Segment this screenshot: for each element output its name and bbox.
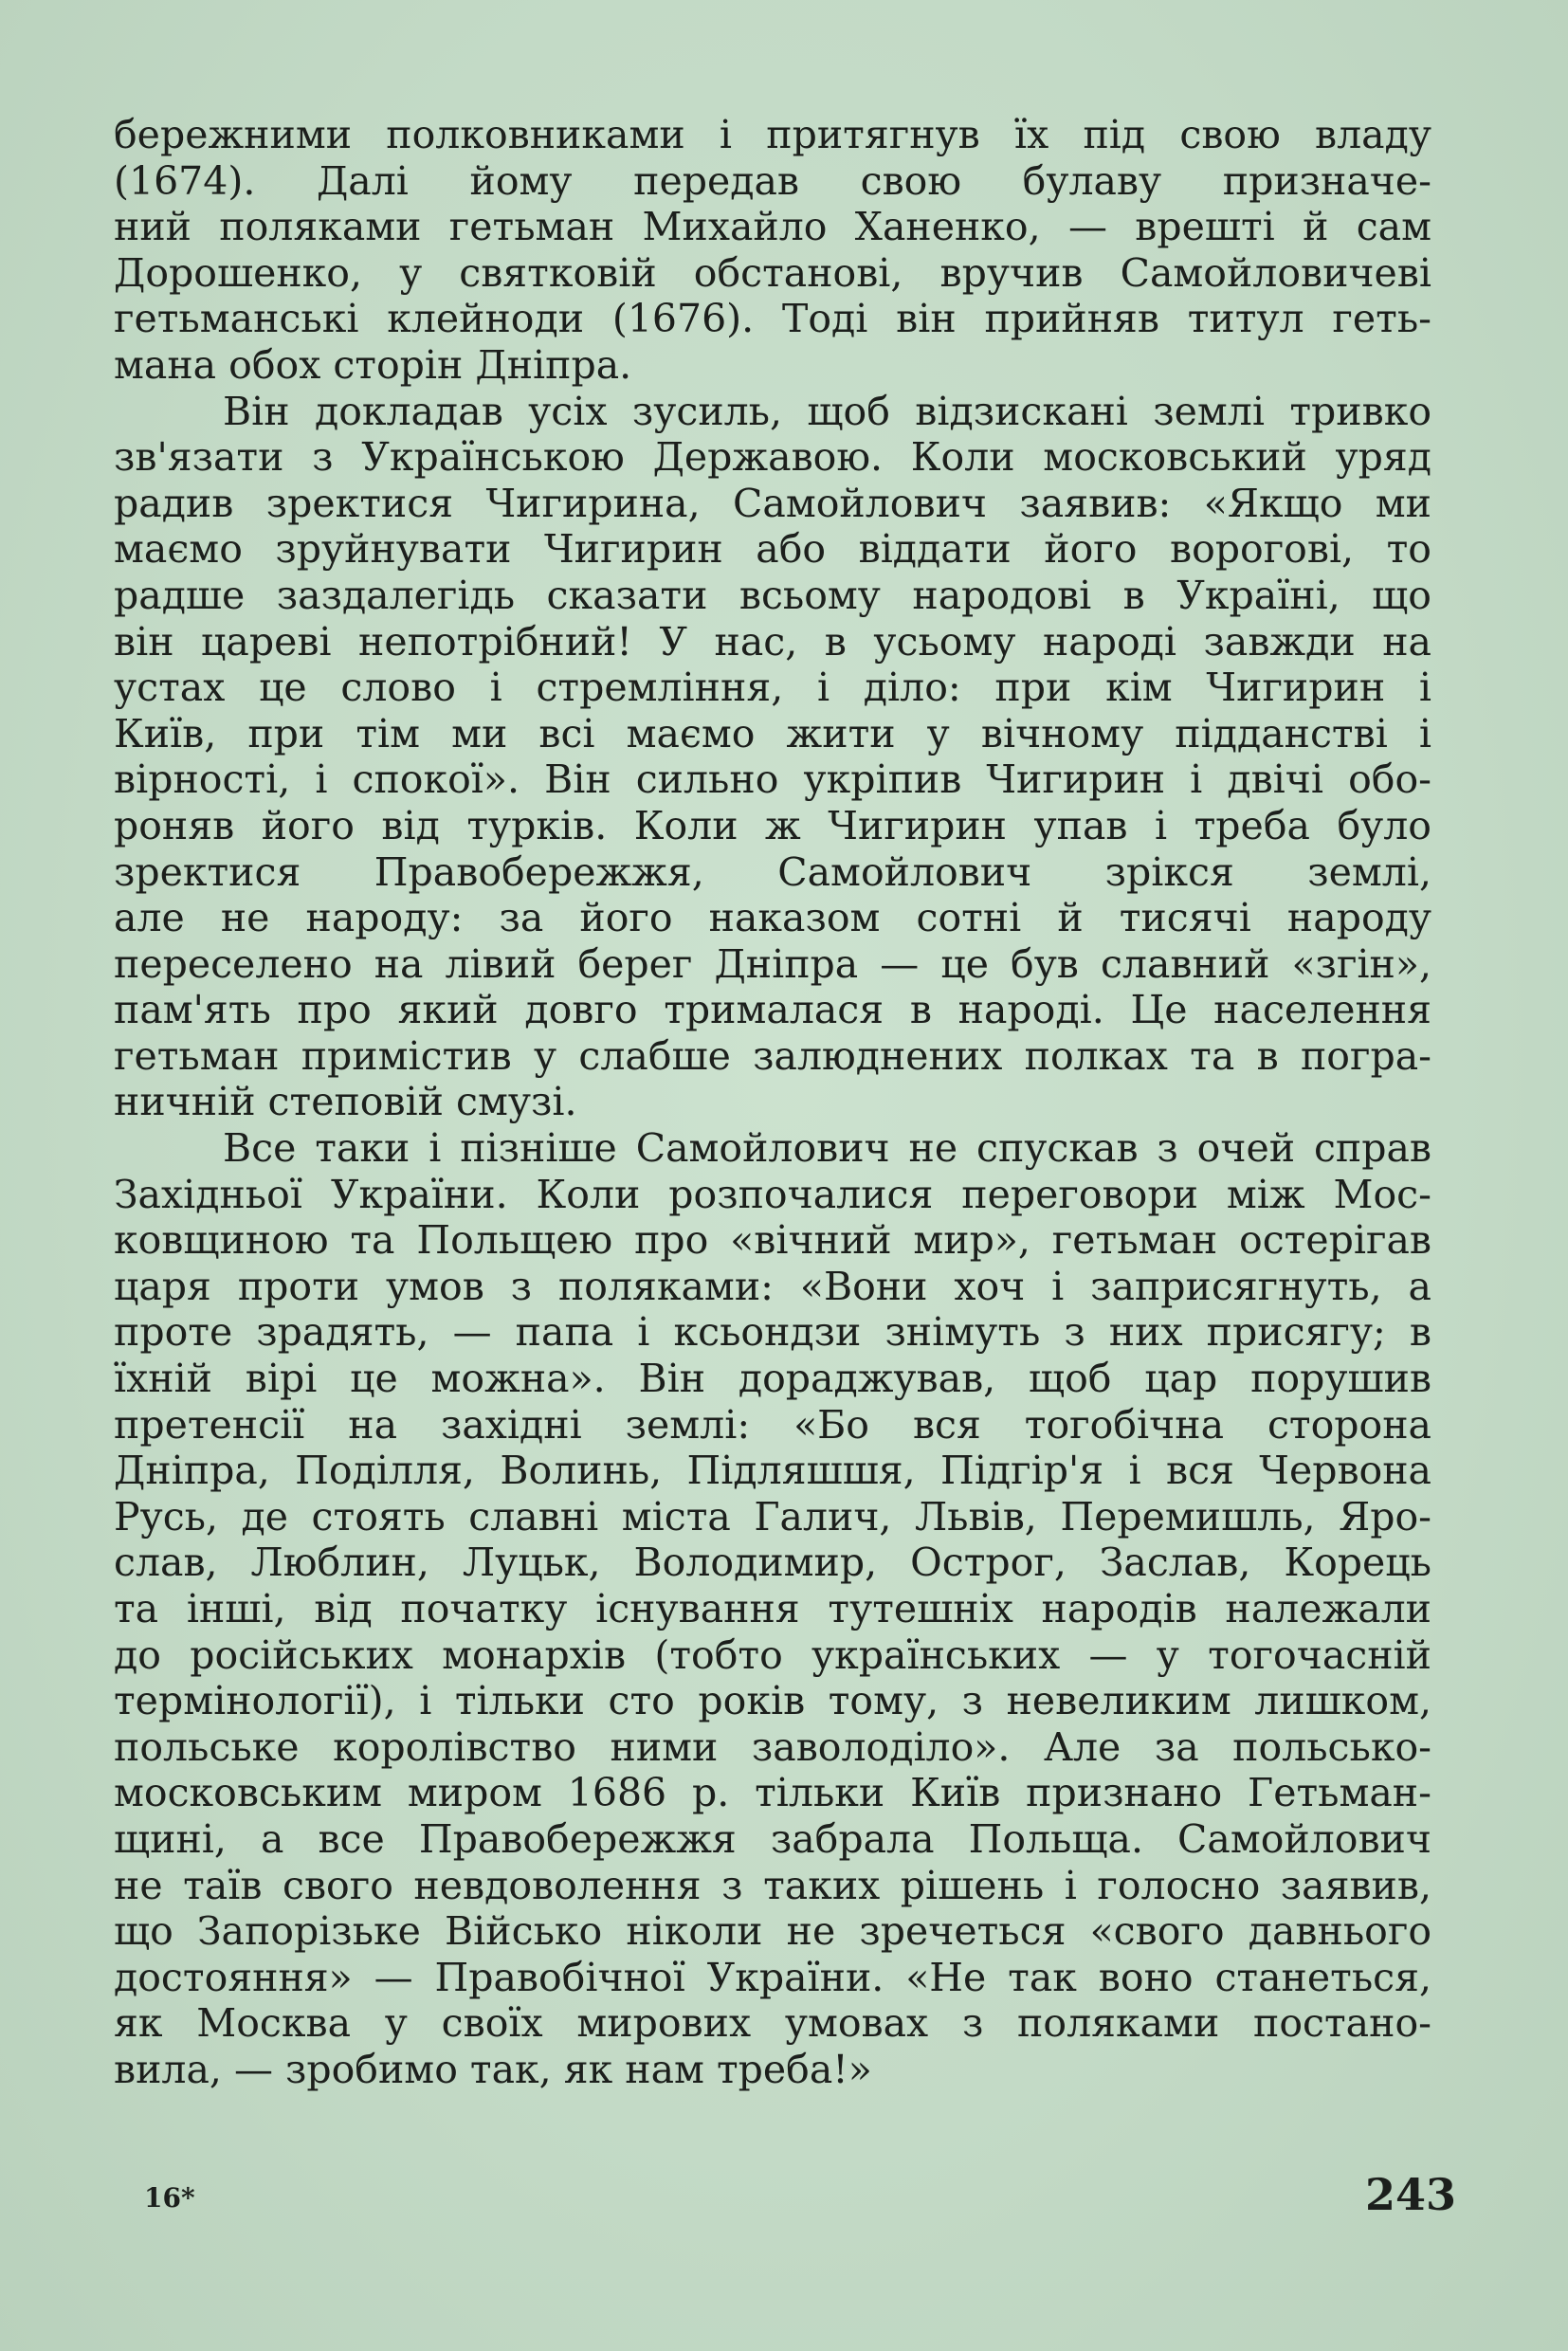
paragraph bbox=[114, 1125, 1431, 2092]
text-line: Київ, при тім ми всі маємо жити у вічному підданстві і bbox=[114, 710, 1431, 756]
text-line: Дорошенко, у святковій обстанові, вручив Самойловичеві bbox=[114, 249, 1431, 296]
text-line: зв'язати з Українською Державою. Коли московський уряд bbox=[114, 434, 1431, 481]
text-line: Русь, де стоять славні міста Галич, Львів, Перемишль, Яро- bbox=[114, 1493, 1431, 1540]
text-line: вірності, і спокої». Він сильно укріпив Чигирин і двічі обо- bbox=[114, 756, 1431, 803]
text-line: гетьман примістив у слабше залюднених полках та в погра- bbox=[114, 1032, 1431, 1079]
text-line: ковщиною та Польщею про «вічний мир», гетьман остерігав bbox=[114, 1217, 1431, 1264]
text-line: слав, Люблин, Луцьк, Володимир, Острог, Заслав, Корець bbox=[114, 1540, 1431, 1586]
text-line: радше заздалегідь сказати всьому народові в Україні, що bbox=[114, 572, 1431, 618]
text-line: мана обох сторін Дніпра. bbox=[114, 341, 632, 388]
text-line: ничній степовій смузі. bbox=[114, 1079, 577, 1125]
text-line: радив зректися Чигирина, Самойлович заявив: «Якщо ми bbox=[114, 480, 1431, 526]
text-line: не таїв свого невдоволення з таких рішень і голосно заявив, bbox=[114, 1862, 1431, 1908]
text-line: маємо зруйнувати Чигирин або віддати його ворогові, то bbox=[114, 526, 1431, 573]
text-line: що Запорізьке Військо ніколи не зречеться «свого давнього bbox=[114, 1908, 1431, 1955]
text-line: до російських монархів (тобто українських — у тогочасній bbox=[114, 1631, 1431, 1678]
text-line: щині, а все Правобережжя забрала Польща. Самойлович bbox=[114, 1815, 1431, 1862]
paragraph bbox=[114, 112, 1431, 389]
text-line: Дніпра, Поділля, Волинь, Підляшшя, Підгір'я і вся Червона bbox=[114, 1448, 1431, 1494]
text-line: він цареві непотрібний! У нас, в усьому народі завжди на bbox=[114, 618, 1431, 665]
signature-mark: 16* bbox=[144, 2182, 195, 2214]
text-line: Він докладав усіх зусиль, щоб відзискані землі тривко bbox=[223, 388, 1431, 434]
text-line: бережними полковниками і притягнув їх під свою владу bbox=[114, 112, 1431, 157]
text-line: польське королівство ними заволоділо». Але за польсько- bbox=[114, 1723, 1431, 1770]
text-line: їхній вірі це можна». Він дораджував, щоб цар порушив bbox=[114, 1356, 1431, 1402]
text-line: ний поляками гетьман Михайло Ханенко, — врешті й сам bbox=[114, 204, 1431, 250]
text-line: устах це слово і стремління, і діло: при кім Чигирин і bbox=[114, 665, 1431, 711]
text-line: (1674). Далі йому передав свою булаву призначе- bbox=[114, 157, 1431, 204]
text-line: термінології), і тільки сто років тому, з невеликим лишком, bbox=[114, 1678, 1431, 1724]
text-line: зректися Правобережжя, Самойлович зрікся землі, bbox=[114, 848, 1431, 895]
text-line: але не народу: за його наказом сотні й тисячі народу bbox=[114, 895, 1431, 941]
text-line: Все таки і пізніше Самойлович не спускав з очей справ bbox=[223, 1125, 1431, 1172]
text-line: московським миром 1686 р. тільки Київ признано Гетьман- bbox=[114, 1770, 1431, 1816]
text-line: достояння» — Правобічної України. «Не так воно станеться, bbox=[114, 1954, 1431, 2000]
text-line: пам'ять про який довго трималася в народі. Це населення bbox=[114, 987, 1431, 1033]
text-line: переселено на лівий берег Дніпра — це був славний «згін», bbox=[114, 940, 1431, 987]
text-line: та інші, від початку існування тутешніх народів належали bbox=[114, 1586, 1431, 1631]
body-text bbox=[114, 112, 1431, 2093]
text-line: претенсії на західні землі: «Бо вся тогобічна сторона bbox=[114, 1401, 1431, 1448]
page-number: 243 bbox=[1365, 2169, 1457, 2220]
text-line: вила, — зробимо так, як нам треба!» bbox=[114, 2046, 872, 2092]
text-line: царя проти умов з поляками: «Вони хоч і заприсягнуть, а bbox=[114, 1263, 1431, 1309]
paragraph bbox=[114, 389, 1431, 1126]
text-line: проте зрадять, — папа і ксьондзи знімуть з них присягу; в bbox=[114, 1309, 1431, 1356]
text-line: як Москва у своїх мирових умовах з поляками постано- bbox=[114, 2000, 1431, 2047]
text-line: гетьманські клейноди (1676). Тоді він прийняв титул геть- bbox=[114, 296, 1431, 342]
text-line: роняв його від турків. Коли ж Чигирин упав і треба було bbox=[114, 802, 1431, 848]
text-line: Західньої України. Коли розпочалися переговори між Мос- bbox=[114, 1171, 1431, 1217]
